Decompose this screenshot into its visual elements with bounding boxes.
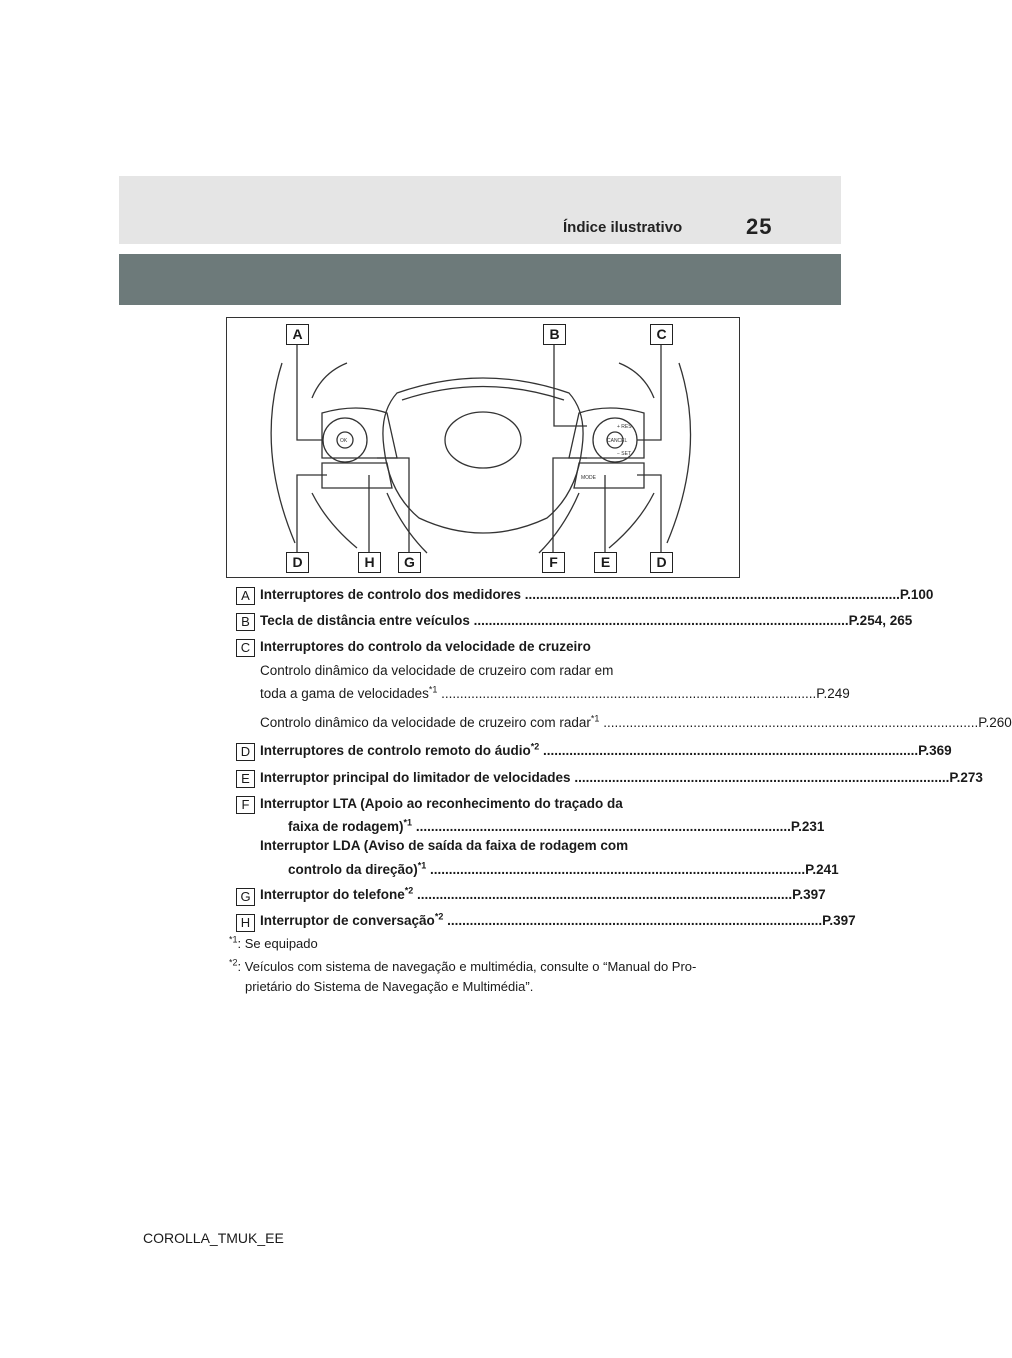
entry-letter-d: D bbox=[236, 743, 255, 761]
entry-letter-b: B bbox=[236, 613, 255, 631]
page-number: 25 bbox=[746, 214, 773, 239]
entry-letter-h: H bbox=[236, 914, 255, 932]
footnote-1: $^{*1}$: Se equipado bbox=[229, 934, 318, 951]
entry-c-sub2: Controlo dinâmico da velocidade de cruzeiro com radar$^{*1}$ .................................................................................................... P.260 bbox=[260, 713, 1012, 730]
footnote-2-line2: prietário do Sistema de Navegação e Multimédia”. bbox=[245, 979, 534, 994]
cancel-label: CANCEL bbox=[607, 438, 628, 444]
entry-f-line1: Interruptor LTA (Apoio ao reconhecimento do traçado da bbox=[260, 796, 623, 811]
ok-label: OK bbox=[340, 438, 348, 444]
callout-h: H bbox=[358, 552, 381, 573]
steering-wheel-figure bbox=[226, 317, 740, 578]
entry-letter-c: C bbox=[236, 639, 255, 657]
set-label: − SET bbox=[617, 451, 632, 457]
entry-e: Interruptor principal do limitador de velocidades .................................................................................................... P.273 bbox=[260, 770, 983, 785]
section-title: Índice ilustrativo bbox=[563, 219, 683, 236]
mode-label: MODE bbox=[581, 475, 596, 481]
entry-b: Tecla de distância entre veículos .................................................................................................... P.254, 265 bbox=[260, 613, 913, 628]
entry-letter-e: E bbox=[236, 770, 255, 788]
entry-c-sub1-line2: toda a gama de velocidades$^{*1}$ .................................................................................................... P.249 bbox=[260, 684, 850, 701]
callout-e: E bbox=[594, 552, 617, 573]
entry-letter-g: G bbox=[236, 888, 255, 906]
callout-c: C bbox=[650, 324, 673, 345]
entry-d: Interruptores de controlo remoto do áudio$^{*2}$ .................................................................................................... P.369 bbox=[260, 741, 952, 758]
callout-a: A bbox=[286, 324, 309, 345]
entry-h: Interruptor de conversação$^{*2}$ .................................................................................................... P.397 bbox=[260, 911, 856, 928]
steering-wheel-illustration bbox=[227, 318, 739, 577]
footnote-2-line1: $^{*2}$: Veículos com sistema de navegação e multimédia, consulte o “Manual do Pro- bbox=[229, 957, 697, 974]
entry-a: Interruptores de controlo dos medidores .................................................................................................... P.100 bbox=[260, 587, 934, 602]
entry-letter-a: A bbox=[236, 587, 255, 605]
entry-f-line3: Interruptor LDA (Aviso de saída da faixa de rodagem com bbox=[260, 838, 629, 853]
section-bar bbox=[119, 254, 841, 305]
entry-c-sub1-line1: Controlo dinâmico da velocidade de cruzeiro com radar em bbox=[260, 663, 614, 678]
entry-g: Interruptor do telefone$^{*2}$ .................................................................................................... P.397 bbox=[260, 885, 826, 902]
callout-b: B bbox=[543, 324, 566, 345]
entry-c: Interruptores do controlo da velocidade de cruzeiro bbox=[260, 639, 591, 654]
entry-letter-f: F bbox=[236, 796, 255, 814]
entry-f-line2: faixa de rodagem)$^{*1}$ .................................................................................................... P.231 bbox=[288, 817, 825, 834]
callout-d-left: D bbox=[286, 552, 309, 573]
res-label: + RES bbox=[617, 424, 632, 430]
footer-document-code: COROLLA_TMUK_EE bbox=[143, 1230, 284, 1246]
callout-f: F bbox=[542, 552, 565, 573]
callout-d-right: D bbox=[650, 552, 673, 573]
header-band bbox=[119, 176, 841, 244]
callout-g: G bbox=[398, 552, 421, 573]
entry-f-line4: controlo da direção)$^{*1}$ .................................................................................................... P.241 bbox=[288, 860, 839, 877]
